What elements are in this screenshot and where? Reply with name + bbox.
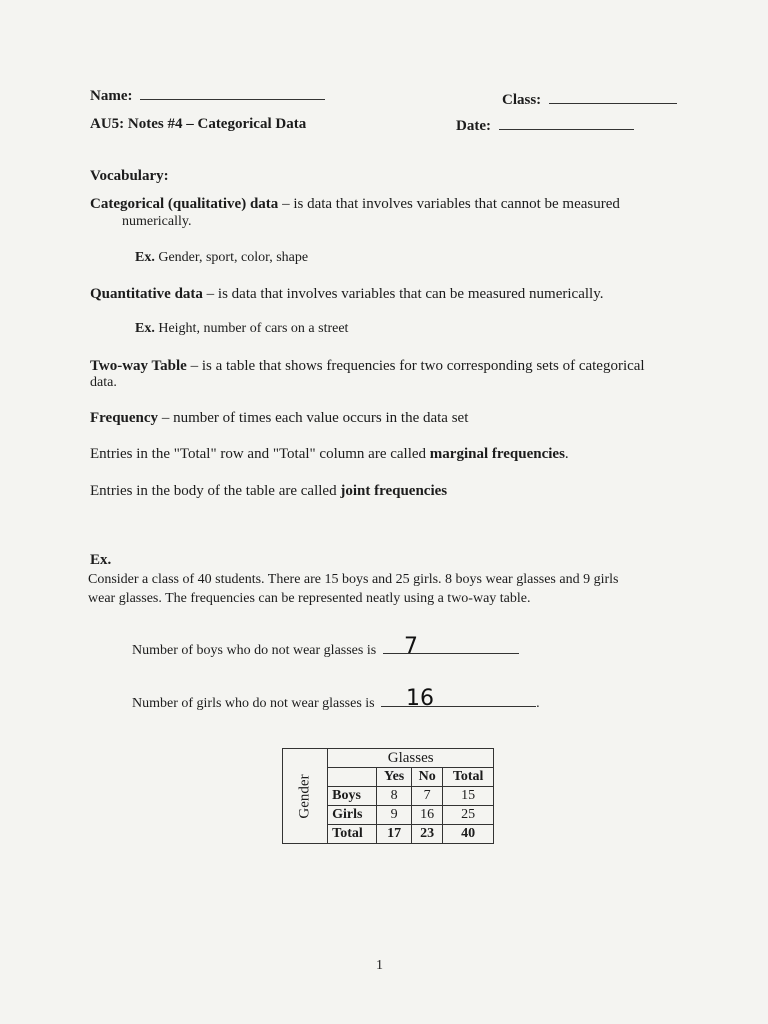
- gender-header-cell: [283, 749, 328, 844]
- question-boys-text: Number of boys who do not wear glasses is: [132, 643, 377, 658]
- example-label: Ex.: [90, 552, 112, 568]
- joint-sentence: [90, 483, 447, 500]
- page-title: AU5: Notes #4 – Categorical Data: [90, 116, 307, 132]
- categorical-ex-text: Gender, sport, color, shape: [154, 250, 309, 265]
- quantitative-example: [135, 321, 348, 337]
- categorical-definition: [90, 196, 730, 213]
- cell-boys-total: 15: [443, 787, 494, 806]
- col-header-yes: Yes: [377, 768, 412, 787]
- cell-girls-yes: 9: [377, 806, 412, 825]
- date-row: [456, 118, 634, 135]
- glasses-header: Glasses: [328, 749, 494, 768]
- twoway-def: – is a table that shows frequencies for two corresponding sets of categorical: [186, 358, 645, 374]
- cell-total-total: 40: [443, 825, 494, 844]
- page-number: 1: [376, 958, 383, 973]
- frequency-definition: [90, 410, 468, 427]
- col-header-no: No: [412, 768, 443, 787]
- date-label: Date:: [456, 118, 491, 134]
- joint-term: joint frequencies: [340, 483, 448, 499]
- twoway-term: Two-way Table: [90, 358, 187, 374]
- answer-girls-handwritten: 16: [406, 686, 434, 711]
- two-way-table: [282, 748, 494, 844]
- categorical-def-cont: numerically.: [122, 214, 192, 229]
- quantitative-def: – is data that involves variables that can be measured numerically.: [202, 286, 604, 302]
- quantitative-definition: [90, 286, 730, 303]
- example-line-1: Consider a class of 40 students. There are 15 boys and 25 girls. 8 boys wear glasses and 9 girls: [88, 572, 619, 587]
- row-label-girls: Girls: [328, 806, 377, 825]
- categorical-example: [135, 250, 308, 266]
- answer-boys-handwritten: 7: [404, 634, 418, 659]
- gender-header: Gender: [296, 773, 313, 819]
- class-label: Class:: [502, 92, 542, 108]
- frequency-def: – number of times each value occurs in the data set: [158, 410, 469, 426]
- quantitative-ex-text: Height, number of cars on a street: [154, 321, 349, 336]
- cell-boys-yes: 8: [377, 787, 412, 806]
- name-blank[interactable]: [140, 99, 325, 100]
- cell-total-no: 23: [412, 825, 443, 844]
- corner-cell: [328, 768, 377, 787]
- row-label-boys: Boys: [328, 787, 377, 806]
- categorical-ex-label: Ex.: [135, 250, 155, 265]
- question-boys: [132, 643, 519, 659]
- categorical-def: – is data that involves variables that cannot be measured: [278, 196, 620, 212]
- question-girls-text: Number of girls who do not wear glasses is: [132, 696, 375, 711]
- date-blank[interactable]: [499, 129, 634, 130]
- name-row: [90, 88, 325, 105]
- name-label: Name:: [90, 88, 133, 104]
- categorical-term: Categorical (qualitative) data: [90, 196, 279, 212]
- marginal-sentence: [90, 446, 569, 463]
- quantitative-term: Quantitative data: [90, 286, 203, 302]
- vocabulary-heading: Vocabulary:: [90, 168, 169, 184]
- cell-total-yes: 17: [377, 825, 412, 844]
- cell-girls-total: 25: [443, 806, 494, 825]
- twoway-definition: [90, 358, 750, 375]
- question-girls-end: .: [536, 696, 540, 711]
- col-header-total: Total: [443, 768, 494, 787]
- answer-girls-blank[interactable]: [381, 706, 536, 707]
- twoway-def-cont: data.: [90, 375, 117, 390]
- class-row: [502, 92, 677, 109]
- row-label-total: Total: [328, 825, 377, 844]
- marginal-term: marginal frequencies: [429, 446, 565, 462]
- class-blank[interactable]: [549, 103, 677, 104]
- joint-pre: Entries in the body of the table are called: [90, 483, 341, 499]
- cell-girls-no: 16: [412, 806, 443, 825]
- cell-boys-no: 7: [412, 787, 443, 806]
- question-girls: [132, 696, 540, 712]
- marginal-pre: Entries in the "Total" row and "Total" column are called: [90, 446, 430, 462]
- example-line-2: wear glasses. The frequencies can be represented neatly using a two-way table.: [88, 591, 531, 606]
- marginal-post: .: [564, 446, 569, 462]
- quantitative-ex-label: Ex.: [135, 321, 155, 336]
- frequency-term: Frequency: [90, 410, 159, 426]
